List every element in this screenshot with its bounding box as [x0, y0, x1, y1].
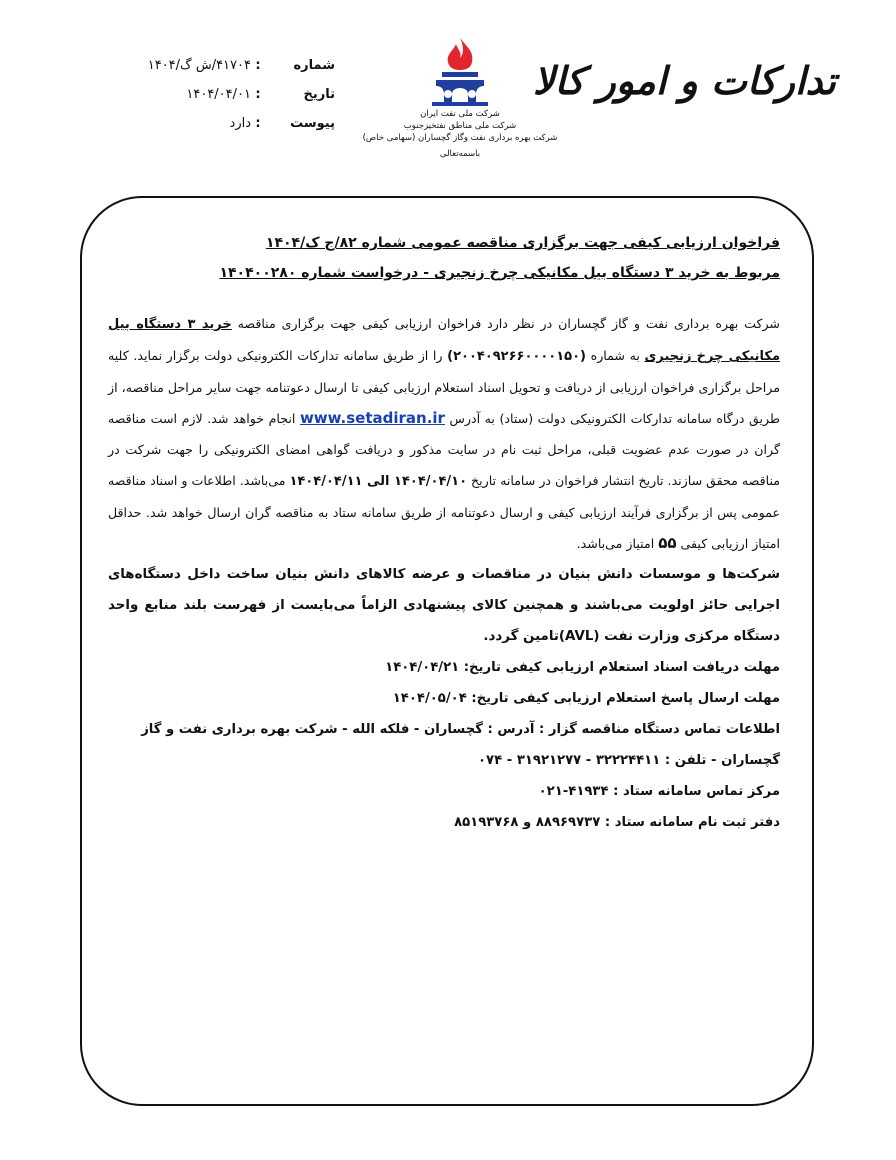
body-text-2: به شماره — [590, 348, 640, 363]
tender-item: خرید ۳ دستگاه بیل مکانیکی چرخ زنجیری — [108, 317, 780, 364]
setadiran-link[interactable]: www.setadiran.ir — [299, 409, 445, 427]
notice-content — [108, 228, 780, 838]
company-logo-block — [340, 36, 580, 160]
minimum-score: ۵۵ — [658, 534, 677, 552]
body-text-6: امتیاز می‌باشد. — [576, 536, 655, 551]
meta-label-number: شماره — [293, 58, 335, 73]
logo-line-2: شرکت ملی مناطق نفتخیزجنوب — [403, 121, 517, 131]
meta-label-date: تاریخ — [303, 87, 335, 102]
setad-registration-office: دفتر ثبت نام سامانه ستاد : ۸۸۹۶۹۷۳۷ و ۸۵۱۹۳۷۶۸ — [454, 815, 780, 830]
notice-body-paragraph — [108, 308, 780, 559]
meta-separator: : — [255, 58, 261, 73]
tender-number: (۲۰۰۴۰۹۲۶۶۰۰۰۰۱۵۰) — [447, 349, 586, 364]
publish-dates: ۱۴۰۴/۰۴/۱۰ الی ۱۴۰۴/۰۴/۱۱ — [289, 474, 468, 489]
meta-separator: : — [255, 87, 261, 102]
nioc-logo-icon — [428, 36, 492, 108]
body-text-5: می‌باشد. اطلاعات و اسناد مناقصه عمومی پس از برگزاری فرآیند ارزیابی کیفی و ارسال دعوتنامه از طریق سامانه ستاد به مناقصه گران ارسال خواهد شد. حداقل امتیاز ارزیابی کیفی — [108, 473, 780, 551]
logo-line-1: شرکت ملی نفت ایران — [420, 109, 500, 119]
knowledge-based-priority: شرکت‌ها و موسسات دانش بنیان در مناقصات و عرضه کالاهای دانش بنیان ساخت داخل دستگاه‌های اجرایی حائز اولویت می‌باشند و همچنین کالای پیشنهادی الزاماً می‌بایست از فهرست بلند منابع واحد دستگاه مرکزی وزارت نفت (AVL)تامین گردد. — [108, 567, 780, 644]
notice-title: فراخوان ارزیابی کیفی جهت برگزاری مناقصه عمومی شماره ۸۲/ج ک/۱۴۰۴ — [265, 235, 780, 251]
deadline-receive: مهلت دریافت اسناد استعلام ارزیابی کیفی تاریخ: ۱۴۰۴/۰۴/۲۱ — [385, 660, 780, 675]
body-text-3: را از طریق سامانه تدارکات الکترونیکی دولت برگزار نماید. کلیه مراحل برگزاری فراخوان ارزیابی از دریافت و تحویل اسناد استعلام ارزیابی کیفی تا ارسال دعوتنامه جهت سایر مراحل مناقصه، از طریق درگاه سامانه تدارکات الکترونیکی دولت (ستاد) به آدرس — [108, 348, 780, 426]
deadline-submit: مهلت ارسال پاسخ استعلام ارزیابی کیفی تاریخ: ۱۴۰۴/۰۵/۰۴ — [392, 691, 780, 706]
meta-row-number — [140, 58, 335, 87]
meta-label-attachment: پیوست — [290, 116, 335, 131]
meta-value-number: ۴۱۷۰۴/ش گ/۱۴۰۴ — [147, 58, 251, 73]
brand-title: تدارکات و امور کالا — [532, 58, 836, 103]
contact-address: اطلاعات تماس دستگاه مناقصه گزار : آدرس : گچساران - فلکه الله - شرکت بهره برداری نفت و گاز — [141, 722, 780, 737]
body-text-1: شرکت بهره برداری نفت و گاز گچساران در نظر دارد فراخوان ارزیابی کیفی جهت برگزاری مناقصه — [237, 316, 780, 331]
contact-phone: گچساران - تلفن : ۳۲۲۲۴۴۱۱ - ۳۱۹۲۱۲۷۷ - ۰۷۴ — [478, 753, 780, 768]
notice-subtitle: مربوط به خرید ۳ دستگاه بیل مکانیکی چرخ زنجیری - درخواست شماره ۱۴۰۴۰۰۲۸۰ — [219, 265, 780, 281]
meta-value-date: ۱۴۰۴/۰۴/۰۱ — [186, 87, 251, 102]
meta-separator: : — [255, 116, 261, 131]
setad-call-center: مرکز تماس سامانه ستاد : ۴۱۹۳۴-۰۲۱ — [538, 784, 780, 799]
logo-line-4: باسمه‌تعالی — [439, 149, 481, 159]
logo-line-3: شرکت بهره برداری نفت وگاز گچساران (سهامی خاص) — [362, 133, 558, 143]
body-text-4: انجام خواهد شد. لازم است مناقصه گران در صورت عدم عضویت قبلی، مراحل ثبت نام در سایت مذکور و دریافت گواهی امضای الکترونیکی را جهت شرکت در مناقصه محقق سازند. تاریخ انتشار فراخوان در سامانه تاریخ — [108, 411, 780, 488]
meta-value-attachment: دارد — [229, 116, 251, 131]
meta-row-attachment — [140, 116, 335, 145]
letter-meta — [140, 58, 335, 145]
meta-row-date — [140, 87, 335, 116]
